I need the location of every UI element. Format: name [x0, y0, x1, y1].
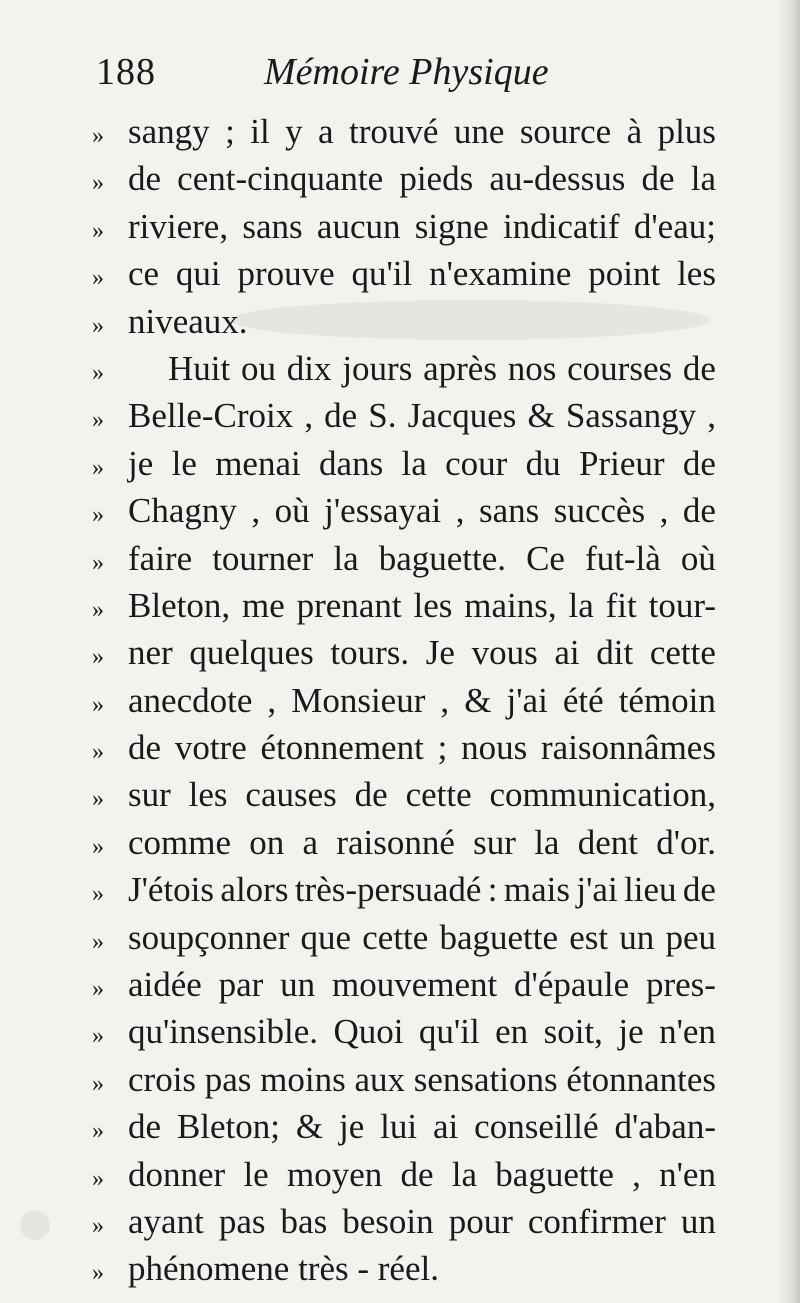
- line-text: ce qui prouve qu'il n'examine point les: [128, 254, 716, 294]
- text-line: [92, 250, 716, 297]
- running-header: [96, 44, 716, 100]
- line-text: qu'insensible. Quoi qu'il en soit, je n'en: [128, 1012, 716, 1052]
- line-text: riviere, sans aucun signe indicatif d'eau;: [128, 206, 716, 246]
- text-line: [92, 1103, 716, 1150]
- quote-mark: »: [92, 359, 104, 386]
- line-text: ayant pas bas besoin pour confirmer un: [128, 1201, 716, 1241]
- text-line: [92, 582, 716, 629]
- text-line: [92, 866, 716, 913]
- text-line: [92, 392, 716, 439]
- text-line: [92, 961, 716, 1008]
- text-line: [92, 1008, 716, 1055]
- quote-mark: »: [92, 928, 104, 955]
- line-text: Chagny , où j'essayai , sans succès , de: [128, 491, 716, 531]
- quote-mark: »: [92, 170, 104, 197]
- line-text: comme on a raisonné sur la dent d'or.: [128, 822, 716, 862]
- body-text: [92, 108, 716, 1293]
- running-title: Mémoire Physique: [264, 51, 549, 93]
- text-line: [92, 535, 716, 582]
- quote-mark: »: [92, 786, 104, 813]
- text-line: [92, 724, 716, 771]
- line-text: niveaux.: [128, 301, 248, 341]
- quote-mark: »: [92, 123, 104, 149]
- text-line: [92, 155, 716, 202]
- line-text: sur les causes de cette communication,: [128, 775, 716, 815]
- line-text: Belle-Croix , de S. Jacques & Sassangy ,: [128, 396, 716, 436]
- quote-mark: »: [92, 502, 104, 529]
- quote-mark: »: [92, 691, 104, 718]
- text-line: [92, 1056, 716, 1103]
- line-text: de votre étonnement ; nous raisonnâmes: [128, 728, 716, 768]
- text-line: [92, 1198, 716, 1245]
- quote-mark: »: [92, 976, 104, 1003]
- quote-mark: »: [92, 1260, 104, 1287]
- line-text: ner quelques tours. Je vous ai dit cette: [128, 633, 716, 673]
- text-line: [92, 1151, 716, 1198]
- line-text: phénomene très - réel.: [128, 1249, 439, 1289]
- line-text: de Bleton; & je lui ai conseillé d'aban-: [128, 1107, 716, 1147]
- line-text: faire tourner la baguette. Ce fut-là où: [128, 538, 716, 578]
- quote-mark: »: [92, 312, 104, 339]
- quote-mark: »: [92, 1118, 104, 1145]
- line-text: Bleton, me prenant les mains, la fit tour-: [128, 585, 716, 625]
- text-line: [92, 298, 716, 345]
- line-text: anecdote , Monsieur , & j'ai été témoin: [128, 680, 716, 720]
- line-text: J'étois alors très-persuadé : mais j'ai lieu de: [128, 870, 716, 910]
- line-text: de cent-cinquante pieds au-dessus de la: [128, 159, 716, 199]
- text-line: [92, 487, 716, 534]
- quote-mark: »: [92, 454, 104, 481]
- quote-mark: »: [92, 833, 104, 860]
- text-line: [92, 203, 716, 250]
- text-line: [92, 629, 716, 676]
- quote-mark: »: [92, 549, 104, 576]
- text-line: [92, 771, 716, 818]
- page-number: 188: [96, 51, 156, 93]
- quote-mark: »: [92, 1212, 104, 1239]
- line-text: sangy ; il y a trouvé une source à plus: [128, 112, 716, 151]
- quote-mark: »: [92, 644, 104, 671]
- quote-mark: »: [92, 265, 104, 292]
- page-edge-shadow: [778, 0, 800, 1303]
- line-text: je le menai dans la cour du Prieur de: [128, 443, 716, 483]
- line-text: Huit ou dix jours après nos courses de: [168, 348, 716, 388]
- text-line: [92, 1245, 716, 1292]
- text-line: [92, 677, 716, 724]
- quote-mark: »: [92, 1070, 104, 1097]
- quote-mark: »: [92, 1165, 104, 1192]
- text-line: [92, 345, 716, 392]
- quote-mark: »: [92, 596, 104, 623]
- quote-mark: »: [92, 407, 104, 434]
- paper-smudge: [20, 1210, 50, 1240]
- line-text: aidée par un mouvement d'épaule pres-: [128, 965, 716, 1005]
- quote-mark: »: [92, 217, 104, 244]
- line-text: crois pas moins aux sensations étonnantes: [128, 1059, 716, 1099]
- text-line: [92, 819, 716, 866]
- quote-mark: »: [92, 881, 104, 908]
- text-line: [92, 108, 716, 155]
- quote-mark: »: [92, 739, 104, 766]
- text-line: [92, 440, 716, 487]
- line-text: donner le moyen de la baguette , n'en: [128, 1154, 716, 1194]
- quote-mark: »: [92, 1023, 104, 1050]
- text-line: [92, 914, 716, 961]
- line-text: soupçonner que cette baguette est un peu: [128, 917, 716, 957]
